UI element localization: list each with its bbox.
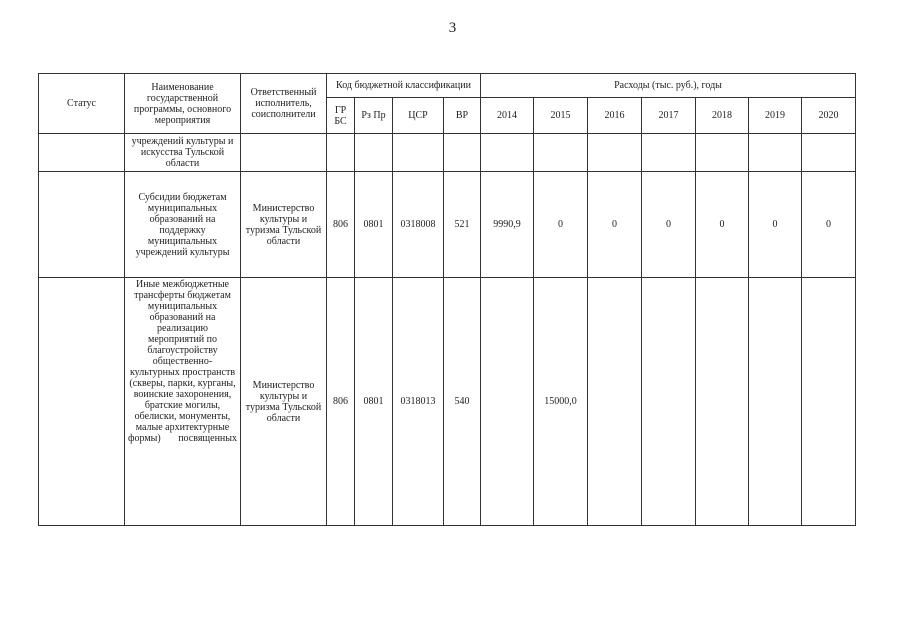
row-csr: 0318008 (393, 172, 444, 278)
row-name: Субсидии бюджетам муниципальных образований на поддержку муниципальных учреждений культуры (125, 172, 241, 278)
header-budget-code: Код бюджетной классификации (327, 74, 481, 98)
header-status: Статус (39, 74, 125, 134)
header-year: 2019 (749, 98, 802, 134)
row-value: 0 (534, 172, 588, 278)
row-value (802, 278, 856, 526)
header-rzpr: Рз Пр (355, 98, 393, 134)
row-value: 0 (749, 172, 802, 278)
row-value: 9990,9 (481, 172, 534, 278)
row-status (39, 278, 125, 526)
row-responsible: Министерство культуры и туризма Тульской области (241, 172, 327, 278)
row-status (39, 134, 125, 172)
row-value: 0 (642, 172, 696, 278)
header-year: 2017 (642, 98, 696, 134)
row-value (642, 134, 696, 172)
table-row (39, 134, 856, 172)
row-value: 0 (588, 172, 642, 278)
row-grbs (327, 134, 355, 172)
row-rzpr: 0801 (355, 278, 393, 526)
header-year: 2014 (481, 98, 534, 134)
row-value (534, 134, 588, 172)
header-year: 2016 (588, 98, 642, 134)
row-value (642, 278, 696, 526)
row-rzpr (355, 134, 393, 172)
row-value (481, 134, 534, 172)
row-value: 0 (696, 172, 749, 278)
page-number: 3 (448, 20, 457, 36)
row-vr: 521 (444, 172, 481, 278)
row-value (588, 134, 642, 172)
row-value (802, 134, 856, 172)
row-responsible: Министерство культуры и туризма Тульской области (241, 278, 327, 526)
row-status (39, 172, 125, 278)
header-csr: ЦСР (393, 98, 444, 134)
row-csr (393, 134, 444, 172)
table-row (39, 172, 856, 278)
budget-table (38, 73, 856, 526)
row-value (749, 134, 802, 172)
row-rzpr: 0801 (355, 172, 393, 278)
row-csr: 0318013 (393, 278, 444, 526)
header-year: 2018 (696, 98, 749, 134)
row-name: учреждений культуры и искусства Тульской области (125, 134, 241, 172)
row-vr: 540 (444, 278, 481, 526)
row-value: 0 (802, 172, 856, 278)
row-value (696, 278, 749, 526)
header-vr: ВР (444, 98, 481, 134)
row-name: Иные межбюджетные трансферты бюджетам муниципальных образований на реализацию мероприятий по благоустройству общественно-культурных пространств (скверы, парки, курганы, воинские захоронения, братские могилы, обелиски, монументы, малые архитектурные формы) посвященных (125, 278, 241, 526)
row-responsible (241, 134, 327, 172)
header-responsible: Ответственный исполнитель, соисполнители (241, 74, 327, 134)
header-year: 2020 (802, 98, 856, 134)
row-grbs: 806 (327, 278, 355, 526)
table-row (39, 278, 856, 526)
row-value: 15000,0 (534, 278, 588, 526)
row-value (588, 278, 642, 526)
header-year: 2015 (534, 98, 588, 134)
header-expenses: Расходы (тыс. руб.), годы (481, 74, 856, 98)
header-grbs: ГР БС (327, 98, 355, 134)
header-name: Наименование государственной программы, основного мероприятия (125, 74, 241, 134)
row-value (749, 278, 802, 526)
row-grbs: 806 (327, 172, 355, 278)
row-value (481, 278, 534, 526)
header-row-1 (39, 74, 856, 98)
row-vr (444, 134, 481, 172)
row-value (696, 134, 749, 172)
